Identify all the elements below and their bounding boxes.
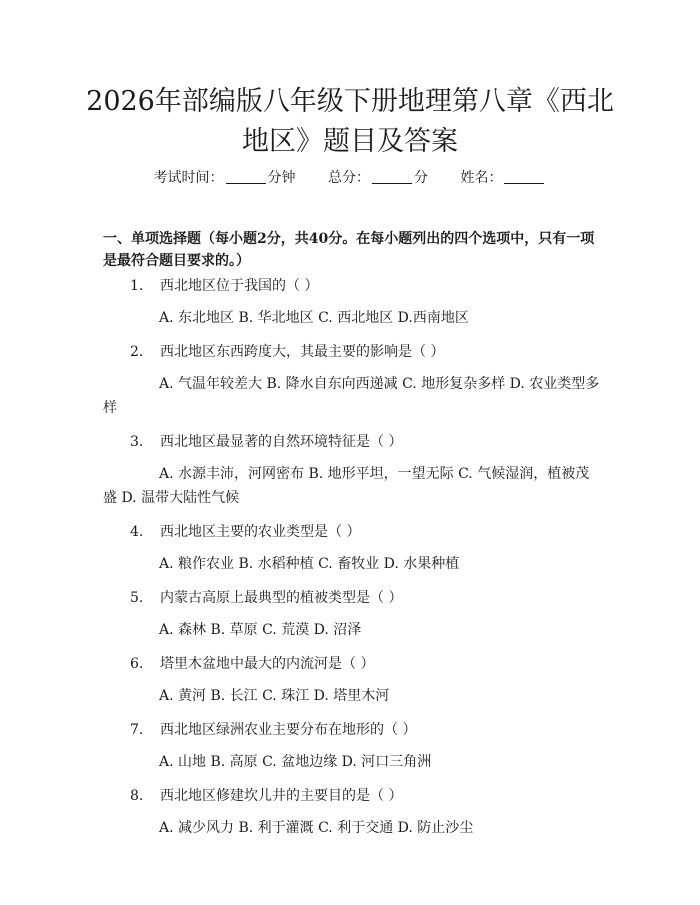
question-item — [103, 786, 601, 840]
student-name-field — [460, 170, 546, 186]
total-score-blank — [372, 169, 412, 184]
question-options: A. 减少风力 B. 利于灌溉 C. 利于交通 D. 防止沙尘 — [159, 820, 474, 836]
question-options: A. 山地 B. 高原 C. 盆地边缘 D. 河口三角洲 — [159, 754, 432, 770]
question-item — [103, 522, 601, 576]
question-text: 西北地区修建坎儿井的主要目的是（ ） — [160, 788, 403, 804]
question-number: 4. — [130, 524, 144, 540]
question-text: 西北地区主要的农业类型是（ ） — [160, 524, 361, 540]
exam-time-blank — [226, 169, 266, 184]
question-text: 西北地区位于我国的（ ） — [160, 278, 319, 294]
question-text: 塔里木盆地中最大的内流河是（ ） — [160, 656, 375, 672]
question-item — [103, 720, 601, 774]
question-text: 西北地区绿洲农业主要分布在地形的（ ） — [160, 722, 417, 738]
question-number: 3. — [130, 434, 144, 450]
question-number: 8. — [130, 788, 144, 804]
question-text: 西北地区最显著的自然环境特征是（ ） — [160, 434, 403, 450]
question-stem — [103, 342, 601, 362]
question-stem — [103, 432, 601, 452]
student-name-blank — [504, 169, 544, 184]
question-options: A. 水源丰沛，河网密布 B. 地形平坦，一望无际 C. 气候湿润，植被茂盛 D. 温带大陆性气候 — [103, 466, 590, 506]
question-stem — [103, 588, 601, 608]
question-options: A. 森林 B. 草原 C. 荒漠 D. 沼泽 — [159, 622, 362, 638]
question-stem — [103, 276, 601, 296]
exam-time-field — [154, 170, 296, 186]
question-item — [103, 276, 601, 330]
question-number: 5. — [130, 590, 144, 606]
question-number: 6. — [130, 656, 144, 672]
question-item — [103, 342, 601, 420]
question-options: A. 气温年较差大 B. 降水自东向西递减 C. 地形复杂多样 D. 农业类型多样 — [103, 376, 600, 416]
total-score-unit: 分 — [414, 170, 428, 186]
exam-time-label: 考试时间： — [153, 170, 224, 186]
question-item — [103, 654, 601, 708]
question-stem — [103, 720, 601, 740]
question-stem — [103, 654, 601, 674]
exam-info-line — [0, 168, 700, 188]
exam-time-unit: 分钟 — [267, 170, 296, 186]
question-options: A. 黄河 B. 长江 C. 珠江 D. 塔里木河 — [159, 688, 390, 704]
question-item — [103, 588, 601, 642]
question-stem — [103, 786, 601, 806]
question-number: 2. — [130, 344, 144, 360]
question-number: 1. — [130, 278, 144, 294]
question-text: 西北地区东西跨度大，其最主要的影响是（ ） — [160, 344, 445, 360]
question-number: 7. — [130, 722, 144, 738]
document-title: 2026年部编版八年级下册地理第八章《西北地区》题目及答案 — [86, 86, 614, 157]
total-score-field — [328, 170, 428, 186]
question-options: A. 粮作农业 B. 水稻种植 C. 畜牧业 D. 水果种植 — [159, 556, 460, 572]
question-list — [103, 276, 601, 852]
student-name-label: 姓名： — [460, 170, 503, 186]
question-text: 内蒙古高原上最典型的植被类型是（ ） — [160, 590, 403, 606]
question-stem — [103, 522, 601, 542]
total-score-label: 总分： — [328, 170, 370, 186]
question-options: A. 东北地区 B. 华北地区 C. 西北地区 D.西南地区 — [159, 310, 469, 326]
question-item — [103, 432, 601, 510]
section-heading: 一、单项选择题（每小题2分，共40分。在每小题列出的四个选项中，只有一项是最符合题目要求的。） — [103, 231, 595, 269]
